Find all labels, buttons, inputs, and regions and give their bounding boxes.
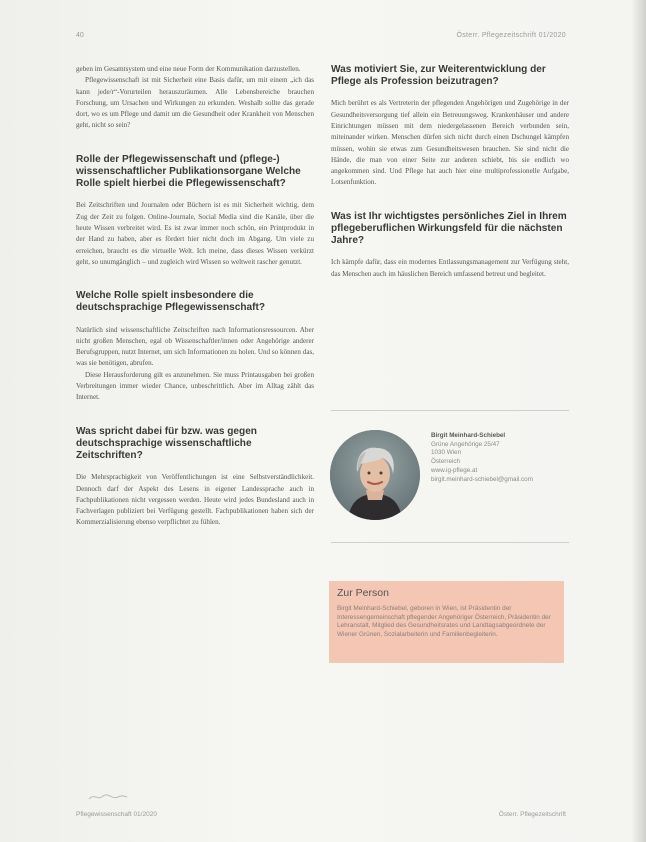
about-person-text: Birgit Meinhard-Schiebel, geboren in Wien, ist Präsidentin der Interessengemeinschaft pflegender Angehöriger Österreich, Präsidentin der Lehranstalt, Mitglied des Gesundheitsrates und Landtagsabgeordnete der Wiener Grünen, Sozialarbeiterin und Familienbegleiterin. bbox=[337, 605, 551, 638]
intro-paragraph-2: Pflegewissenschaft ist mit Sicherheit eine Basis dafür, um mit einem „ich das kann jede/r“-Vorurteilen herauszuräumen. Alle Lebensbereiche brauchen Forschung, um Ursachen und Wirkungen zu erkunden. Weshalb sollte das gerade dort, wo es um Pflege und damit um die Gesundheit oder Krankheit von Menschen geht, nicht so sein? bbox=[76, 76, 314, 130]
contact-line-3: Österreich bbox=[431, 458, 461, 466]
contact-email-link[interactable]: birgit.meinhard-schiebel@gmail.com bbox=[431, 475, 533, 483]
divider-line-2 bbox=[331, 542, 569, 543]
page-number: 40 bbox=[76, 32, 84, 39]
section-heading-motivation: Was motiviert Sie, zur Weiterentwicklung der Pflege als Profession beizutragen? bbox=[331, 64, 546, 88]
left-column bbox=[76, 64, 314, 529]
section-heading-personal-goal: Was ist Ihr wichtigstes persönliches Ziel in Ihrem pflegeberuflichen Wirkungsfeld für die nächsten Jahre? bbox=[331, 210, 567, 247]
section-heading-german-nursing-science: Welche Rolle spielt insbesondere die deutschsprachige Pflegewissenschaft? bbox=[76, 290, 266, 314]
running-title: Österr. Pflegezeitschrift 01/2020 bbox=[456, 32, 566, 39]
contact-line-2: 1030 Wien bbox=[431, 449, 462, 457]
footer-right: Österr. Pflegezeitschrift bbox=[498, 811, 566, 818]
page-edge-shadow bbox=[632, 0, 646, 842]
section-text-pro-contra-journals: Die Mehrsprachigkeit von Veröffentlichungen ist eine Selbstverständlichkeit. Dennoch darf der Aspekt des Lesens in eigener Landessprache auch in Fachpublikationen nicht vergessen werden. Heute wird jedes Bundesland auch in Fachverlagen publiziert bei Verfügung gestellt. Fachpublikationen haben sich der Kommerzialisierung ebenso verpflichtet zu fühlen. bbox=[76, 473, 314, 527]
footer-left: Pflegewissenschaft 01/2020 bbox=[76, 811, 157, 818]
section-heading-pro-contra-journals: Was spricht dabei für bzw. was gegen deutschsprachige wissenschaftliche Zeitschriften? bbox=[76, 425, 257, 462]
contact-line-1: Grüne Angehörige 25/47 bbox=[431, 440, 500, 448]
section-text-role-of-nursing-science: Bei Zeitschriften und Journalen oder Büchern ist es mit Sicherheit wichtig, dem Zug der Zeit zu folgen. Online-Journale, Social Media sind die Kanäle, über die heute Wissen verbreitet wird. Es ist zwar immer noch schön, ein Printprodukt in der Hand zu haben, aber es fördert hier nicht doch im Abgang. Um viele zu erreichen, braucht es die virtuelle Welt. Ich meine, dass dieses Wissen verkürzt geht, so unumgänglich – und zugleich wird Wissen so weltweit rascher genutzt. bbox=[76, 201, 314, 266]
author-name: Birgit Meinhard-Schiebel bbox=[431, 432, 506, 439]
right-column bbox=[331, 64, 569, 280]
about-person-title: Zur Person bbox=[337, 587, 389, 599]
section-text-german-nursing-science-2: Diese Herausforderung gilt es anzunehmen. Sie muss Printausgaben bei großen Verbreitungen immer wieder Chance, unbeschrittlich. Aber im Alltag zählt das Internet. bbox=[76, 370, 314, 402]
about-person-box bbox=[329, 581, 564, 663]
intro-paragraph-1: geben im Gesamtsystem und eine neue Form der Kommunikation darzustellen. bbox=[76, 65, 301, 73]
author-portrait bbox=[330, 430, 420, 520]
section-text-personal-goal: Ich kämpfe dafür, dass ein modernes Entlassungsmanagement zur Verfügung steht, das Menschen auch im häuslichen Bereich umfassend betreut und begleitet. bbox=[331, 258, 569, 278]
section-heading-role-of-nursing-science: Rolle der Pflegewissenschaft und (pflege-) wissenschaftlicher Publikationsorgane Welche Rolle spielt hierbei die Pflegewissenschaft? bbox=[76, 153, 301, 190]
section-text-motivation: Mich berührt es als Vertreterin der pflegenden Angehörigen und Zugehörige in der Gesundheitsversorgung tief allein ein Betreuungsweg. Krankenhäuser und andere Einrichtungen müssen mit dem niedergelassenen Bereich verbunden sein, miteinander wirken. Menschen dürfen sich nicht durch einen Dschungel kämpfen müssen, wohin sie etwas zum Gesundheitswesen brauchen. Sie sind nicht die Hände, die man von einer Seite zur anderen schiebt, bis sie endlich wo angekommen sind. Und Pflege hat auch hier eine multiprofessionelle Aufgabe, Lotsenfunktion. bbox=[331, 99, 569, 187]
handwritten-mark-icon bbox=[88, 791, 128, 803]
author-contact bbox=[431, 432, 571, 484]
contact-website-link[interactable]: www.ig-pflege.at bbox=[431, 466, 478, 474]
section-text-german-nursing-science-1: Natürlich sind wissenschaftliche Zeitschriften nach Informationsressourcen. Aber nicht großen Menschen, egal ob Wissenschaftler/innen oder Angehörige anderer Berufsgruppen, nutzt Internet, um sich Informationen zu holen. Und so können das, was sie benötigen, abrufen. bbox=[76, 325, 314, 368]
divider-line bbox=[331, 410, 569, 411]
